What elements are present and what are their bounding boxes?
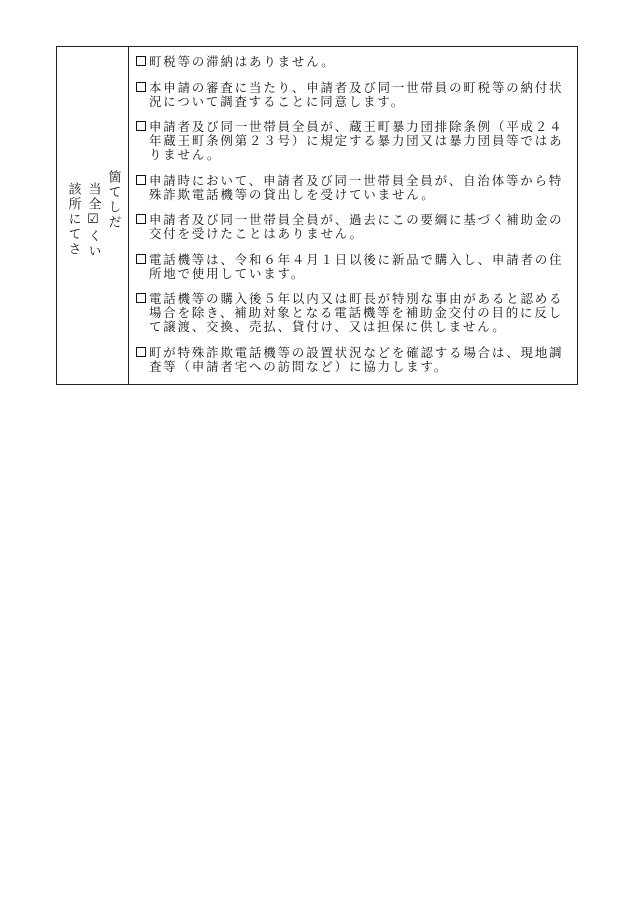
instruction-label-col-3: 該所にてさ	[65, 181, 81, 257]
consent-item-2	[135, 81, 571, 109]
consent-text-6: 電話機等は、令和６年４月１日以後に新品で購入し、申請者の住所地で使用しています。	[149, 251, 564, 281]
consent-text-3: 申請者及び同一世帯員全員が、蔵王町暴力団排除条例（平成２４年蔵王町条例第２３号）に規定する暴力団又は暴力団員等ではありません。	[149, 119, 564, 162]
instruction-label-cell	[57, 47, 129, 384]
consent-checkbox-7[interactable]	[136, 293, 146, 303]
consent-checkbox-3[interactable]	[136, 121, 146, 131]
consent-checkbox-2[interactable]	[136, 82, 146, 92]
consent-text-1: 町税等の滞納はありません。	[149, 54, 336, 69]
consent-checkbox-1[interactable]	[136, 56, 146, 66]
consent-items	[129, 47, 577, 384]
consent-text-4: 申請時において、申請者及び同一世帯員全員が、自治体等から特殊詐欺電話機等の貸出しを受けていません。	[149, 172, 564, 202]
consent-item-8	[135, 346, 571, 374]
consent-item-4	[135, 174, 571, 202]
consent-text-2: 本申請の審査に当たり、申請者及び同一世帯員の町税等の納付状況について調査することに同意します。	[149, 79, 564, 109]
consent-item-6	[135, 253, 571, 281]
consent-checkbox-4[interactable]	[136, 175, 146, 185]
consent-checkbox-5[interactable]	[136, 214, 146, 224]
consent-text-5: 申請者及び同一世帯員全員が、過去にこの要綱に基づく補助金の交付を受けたことはありません。	[149, 212, 564, 241]
consent-item-7	[135, 292, 571, 334]
instruction-label	[65, 169, 121, 259]
consent-checkbox-6[interactable]	[136, 254, 146, 264]
consent-checkbox-8[interactable]	[136, 347, 146, 357]
consent-text-7: 電話機等の購入後５年以内又は町長が特別な事由があると認める場合を除き、補助対象となる電話機等を補助金交付の目的に反して譲渡、交換、売払、貸付け、又は担保に供しません。	[149, 291, 564, 334]
instruction-label-col-1: 箇てしだ	[105, 169, 121, 230]
consent-text-8: 町が特殊詐欺電話機等の設置状況などを確認する場合は、現地調査等（申請者宅への訪問など）に協力します。	[149, 344, 564, 374]
consent-item-5	[135, 213, 571, 241]
instruction-label-col-2: 当全☑くい	[85, 181, 101, 259]
consent-item-1	[135, 55, 571, 69]
consent-table	[56, 46, 578, 385]
consent-item-3	[135, 120, 571, 162]
